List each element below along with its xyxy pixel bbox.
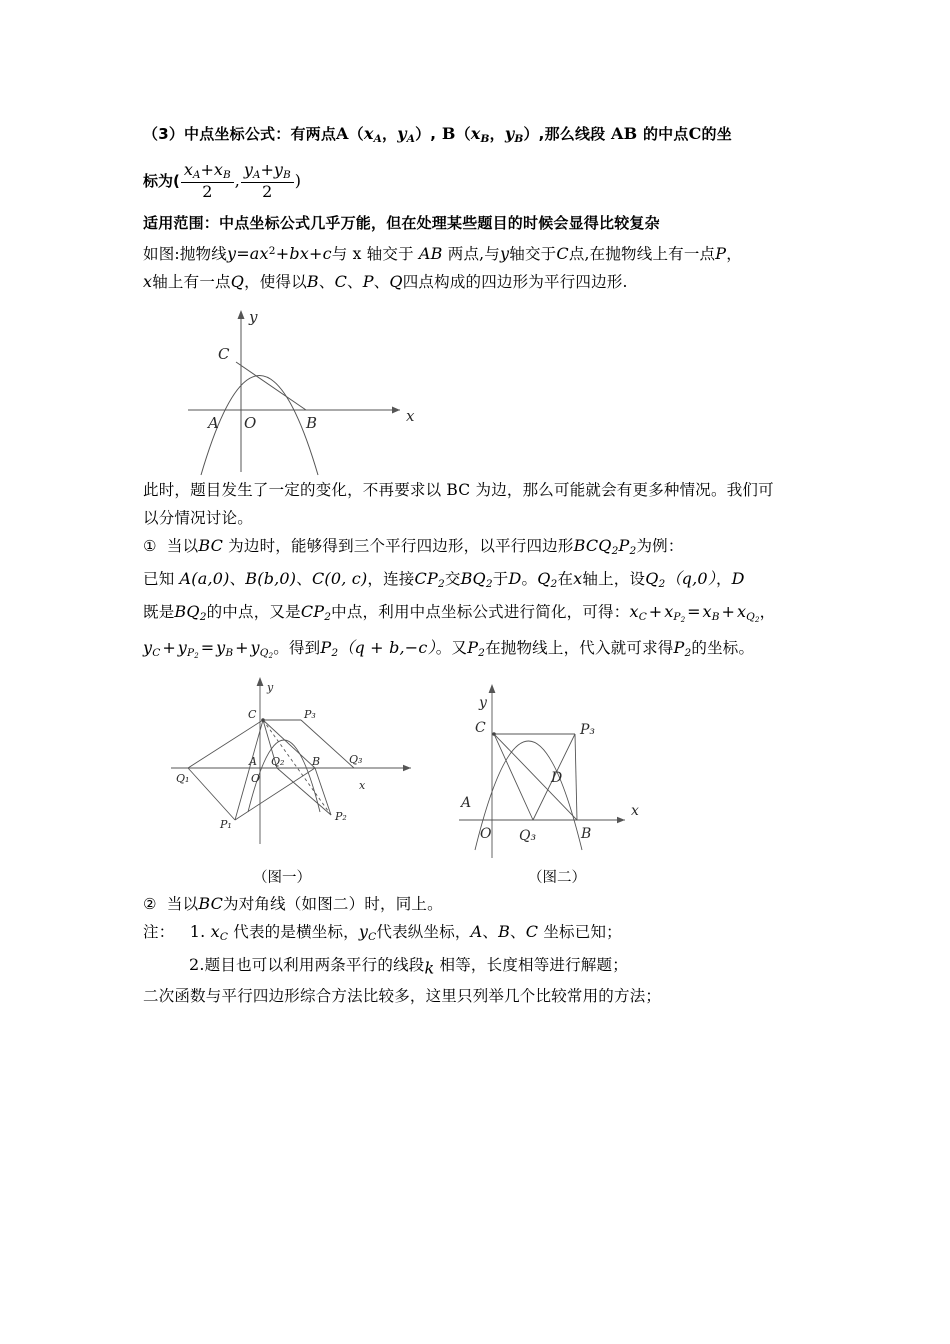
point-b-open: （ [455, 125, 471, 143]
fig1-label-O: O [251, 771, 261, 785]
segment-BQ2: $BQ_2$ [460, 568, 493, 590]
point-label-C: C [218, 345, 230, 364]
point-Q2: $Q_2$ [537, 568, 558, 590]
note-line-2: 2.题目也可以利用两条平行的线段k 相等，长度相等进行解题； [189, 954, 628, 978]
fig2-y-arrow [489, 684, 496, 693]
point-label-O: O [244, 414, 257, 433]
discussion-line-2: 以分情况讨论。 [143, 509, 253, 528]
coord-Q2: （q,0） [665, 568, 716, 588]
point-P2-b: $P_2$ [467, 637, 486, 659]
coord-B: B(b,0) [245, 568, 297, 588]
coord-C: C(0, c) [311, 568, 368, 588]
fig2-seg-C-Q3 [494, 734, 533, 820]
figures-row [143, 670, 819, 866]
problem-statement-line-2: x轴上有一点Q，使得以B、C、P、Q四点构成的四边形为平行四边形. [143, 272, 628, 292]
fig2-label-P3: P₃ [580, 721, 596, 738]
point-b-comma: ， [489, 125, 505, 143]
equation-x-sum: $x_C$ + $x_{P_2}$ = $x_B$ + $x_{Q_2}$ [629, 601, 760, 624]
fig1-seg-P3-Q3 [301, 720, 354, 768]
parallelogram-name: $BCQ_2P_2$ [573, 536, 637, 557]
heading-tail3: 的坐 [701, 125, 732, 143]
point-D-again: D [731, 568, 745, 588]
point-b-close: ）, [523, 125, 545, 143]
point-a-close: ）, [415, 125, 437, 143]
points-ab: AB [418, 244, 443, 264]
figure-zero-block [143, 296, 819, 476]
fig2-seg-C-B [494, 734, 577, 820]
fig1-label-P3: P₃ [304, 707, 316, 721]
fraction-y-denominator: 2 [262, 181, 273, 201]
equation-y-sum: $y_C$ + $y_{P_2}$ = $y_B$ + $y_{Q_2}$ [143, 637, 274, 660]
midpoint-formula-expression [143, 153, 819, 209]
figure-captions-row [143, 866, 819, 890]
note-item1-number: 1. [189, 921, 206, 941]
eq-x-squared: $x^2$ [259, 244, 276, 264]
point-b-label: B [441, 124, 456, 143]
fig1-label-A: A [249, 754, 257, 768]
fig1-label-C: C [248, 707, 257, 721]
note-label: 注： [143, 922, 175, 941]
fig2-label-O: O [480, 825, 492, 842]
segment-ab: AB [611, 124, 638, 143]
segment-CP2-b: $CP_2$ [300, 601, 332, 623]
point-a-open: （ [348, 125, 364, 143]
discussion-line-1: 此时，题目发生了一定的变化，不再要求以 BC 为边，那么可能就会有更多种情况。我们可 [143, 481, 774, 500]
fig1-y-arrow [257, 677, 264, 686]
segment-CB [236, 362, 306, 410]
known-conditions-line-3: $y_C$ + $y_{P_2}$ = $y_B$ + $y_{Q_2}$。得到$P_2(q + b,-c)$。又$P_2$在抛物线上，代入就可求得$P_2$的坐标。 [143, 637, 755, 660]
point-b-x: $x_B$ [470, 124, 490, 145]
fraction-x-denominator: 2 [202, 181, 213, 201]
heading-tail2: 的中点 [642, 125, 689, 143]
midpoint-formula-heading [143, 120, 819, 153]
point-a-y: $y_A$ [397, 124, 416, 145]
note-xc: $x_C$ [210, 921, 229, 943]
known-conditions-line-1: 已知 A(a,0)、B(b,0)、C(0, c)，连接$CP_2$交$BQ_2$于D。$Q_2$在x轴上，设$Q_2(q,0)$，D [143, 568, 745, 590]
point-P2: $P_2$ [320, 637, 339, 659]
x-axis-arrow [392, 407, 400, 414]
note-item2-number: 2. [189, 954, 205, 974]
document-content [143, 120, 819, 1010]
fig2-label-A: A [461, 794, 472, 811]
figure-one-three-parallelograms [163, 672, 453, 868]
parabola-BC-edge-diagram [178, 300, 438, 480]
segment-CP2: $CP_2$ [414, 568, 445, 590]
formula-suffix: ) [294, 171, 301, 191]
fraction-x [181, 159, 234, 201]
closing-line: 二次函数与平行四边形综合方法比较多，这里只列举几个比较常用的方法； [143, 987, 662, 1006]
case-two-line: ② 当以BC为对角线（如图二）时，同上。 [143, 893, 443, 913]
fig2-label-D: D [551, 769, 563, 786]
scope-line: 适用范围：中点坐标公式几乎万能，但在处理某些题目的时候会显得比较复杂 [143, 213, 660, 232]
formula-comma: , [234, 171, 240, 191]
fig1-label-Q3: Q₃ [349, 752, 363, 766]
caption-figure-two: （图二） [528, 869, 586, 886]
point-b-y: $y_B$ [504, 124, 524, 145]
segment-BQ2-b: $BQ_2$ [174, 601, 207, 623]
fig2-label-B: B [581, 825, 592, 842]
point-P2-c: $P_2$ [673, 637, 692, 659]
fig1-label-x: x [359, 778, 366, 792]
point-c-label: C [688, 124, 702, 143]
case-two-marker: ② [143, 894, 157, 913]
fraction-y [241, 159, 294, 201]
fig1-label-y: y [267, 680, 274, 694]
fig1-seg-Q1-P1 [188, 768, 235, 820]
fig1-x-arrow [403, 765, 411, 771]
problem-statement-line-1: 如图:抛物线$y=ax^2+bx+c$与 x 轴交于 AB 两点,与y轴交于C点,在抛物线上有一点P， [143, 244, 742, 264]
eq-y: y [226, 244, 237, 264]
fig1-label-P1: P₁ [220, 817, 232, 831]
point-Q2-again: $Q_2$ [645, 568, 666, 590]
heading-tail: 那么线段 [544, 125, 606, 143]
x-axis-label: x [406, 407, 415, 426]
figure-two-diagonal-case [453, 672, 683, 868]
fig2-vertex-dot-C [492, 732, 496, 736]
case-one-line: ① 当以BC 为边时，能够得到三个平行四边形，以平行四边形$BCQ_2P_2$为例： [143, 536, 684, 557]
fraction-x-numerator: $x_A+x_B$ [183, 159, 231, 181]
y-axis-label: y [249, 308, 258, 327]
y-axis-arrow [238, 310, 245, 319]
coord-A: A(a,0) [179, 568, 230, 588]
fig1-label-Q1: Q₁ [176, 771, 190, 785]
fig1-label-B: B [312, 754, 321, 768]
case-one-marker: ① [143, 537, 157, 556]
fig1-label-P2: P₂ [335, 809, 347, 823]
known-conditions-line-2: 既是$BQ_2$的中点，又是$CP_2$中点，利用中点坐标公式进行简化，可得：$x_C$ + $x_{P_2}$ = $x_B$ + $x_{Q_2}$， [143, 601, 776, 624]
case-one-bc: BC [198, 536, 224, 556]
note-line-1: 注： 1. $x_C$ 代表的是横坐标，$y_C$代表纵坐标，A、B、C 坐标已知； [143, 921, 622, 943]
caption-figure-one: （图一） [253, 869, 311, 886]
formula-prefix: 标为( [143, 172, 180, 191]
note-yc: $y_C$ [358, 921, 377, 943]
fig2-label-Q3: Q₃ [519, 827, 537, 844]
point-a-x: $x_A$ [363, 124, 383, 145]
fig2-seg-P3-B [575, 734, 577, 820]
point-a-comma: ， [382, 125, 398, 143]
point-label-A: A [208, 414, 219, 433]
point-D: D [508, 568, 522, 588]
coord-P2: （q + b,−c） [338, 637, 436, 657]
fig2-x-arrow [617, 817, 625, 823]
point-a-label: A [336, 124, 349, 143]
fig2-label-y: y [479, 694, 487, 711]
point-label-B: B [306, 414, 318, 433]
case-two-bc: BC [198, 893, 224, 913]
fig1-label-Q2: Q₂ [271, 754, 285, 768]
fig2-label-x: x [631, 802, 639, 819]
fraction-y-numerator: $y_A+y_B$ [243, 159, 291, 181]
fig1-vertex-dot-C [261, 718, 265, 722]
note-k: k [424, 958, 435, 978]
fig2-label-C: C [475, 719, 486, 736]
heading-lead: （3）中点坐标公式：有两点 [143, 125, 337, 143]
